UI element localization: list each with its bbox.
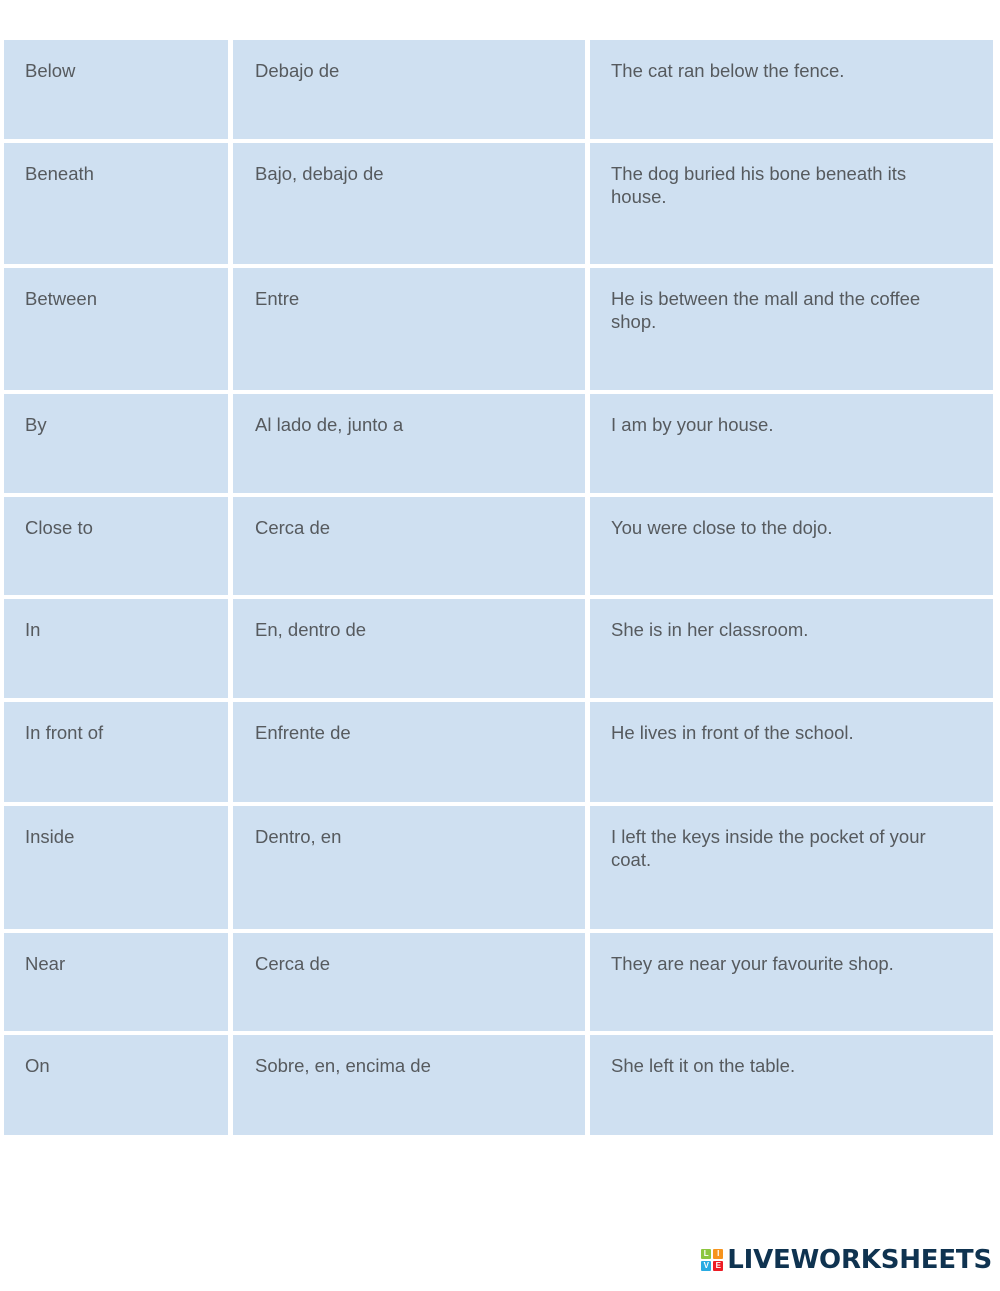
english-word-cell: In [4, 599, 228, 698]
example-sentence-cell: She is in her classroom. [590, 599, 993, 698]
spanish-translation-cell: Sobre, en, encima de [233, 1035, 585, 1135]
vocabulary-table [4, 40, 993, 1139]
spanish-translation-cell: Dentro, en [233, 806, 585, 929]
english-word-cell: Below [4, 40, 228, 139]
spanish-translation-cell: Entre [233, 268, 585, 390]
english-word-cell: Near [4, 933, 228, 1031]
example-sentence-cell: The dog buried his bone beneath its house. [590, 143, 993, 264]
english-word-cell: Beneath [4, 143, 228, 264]
table-row [4, 806, 993, 929]
example-sentence-cell: They are near your favourite shop. [590, 933, 993, 1031]
logo-square-v: V [701, 1261, 711, 1271]
spanish-translation-cell: Enfrente de [233, 702, 585, 802]
spanish-translation-cell: Al lado de, junto a [233, 394, 585, 493]
example-sentence-cell: I am by your house. [590, 394, 993, 493]
logo-square-e: E [713, 1261, 723, 1271]
logo-square-i: I [713, 1249, 723, 1259]
english-word-cell: On [4, 1035, 228, 1135]
table-row [4, 40, 993, 139]
logo-wordmark: LIVEWORKSHEETS [727, 1245, 992, 1275]
spanish-translation-cell: Bajo, debajo de [233, 143, 585, 264]
spanish-translation-cell: Cerca de [233, 497, 585, 595]
table-row [4, 143, 993, 264]
english-word-cell: In front of [4, 702, 228, 802]
logo-square-l: L [701, 1249, 711, 1259]
spanish-translation-cell: Cerca de [233, 933, 585, 1031]
spanish-translation-cell: En, dentro de [233, 599, 585, 698]
english-word-cell: By [4, 394, 228, 493]
table-row [4, 702, 993, 802]
table-row [4, 497, 993, 595]
example-sentence-cell: The cat ran below the fence. [590, 40, 993, 139]
example-sentence-cell: He is between the mall and the coffee shop. [590, 268, 993, 390]
table-row [4, 933, 993, 1031]
spanish-translation-cell: Debajo de [233, 40, 585, 139]
logo-squares-icon [701, 1249, 723, 1271]
table-row [4, 268, 993, 390]
example-sentence-cell: You were close to the dojo. [590, 497, 993, 595]
english-word-cell: Close to [4, 497, 228, 595]
example-sentence-cell: He lives in front of the school. [590, 702, 993, 802]
english-word-cell: Between [4, 268, 228, 390]
table-row [4, 394, 993, 493]
table-row [4, 599, 993, 698]
table-row [4, 1035, 993, 1135]
example-sentence-cell: She left it on the table. [590, 1035, 993, 1135]
english-word-cell: Inside [4, 806, 228, 929]
example-sentence-cell: I left the keys inside the pocket of your coat. [590, 806, 993, 929]
liveworksheets-logo [701, 1245, 992, 1275]
